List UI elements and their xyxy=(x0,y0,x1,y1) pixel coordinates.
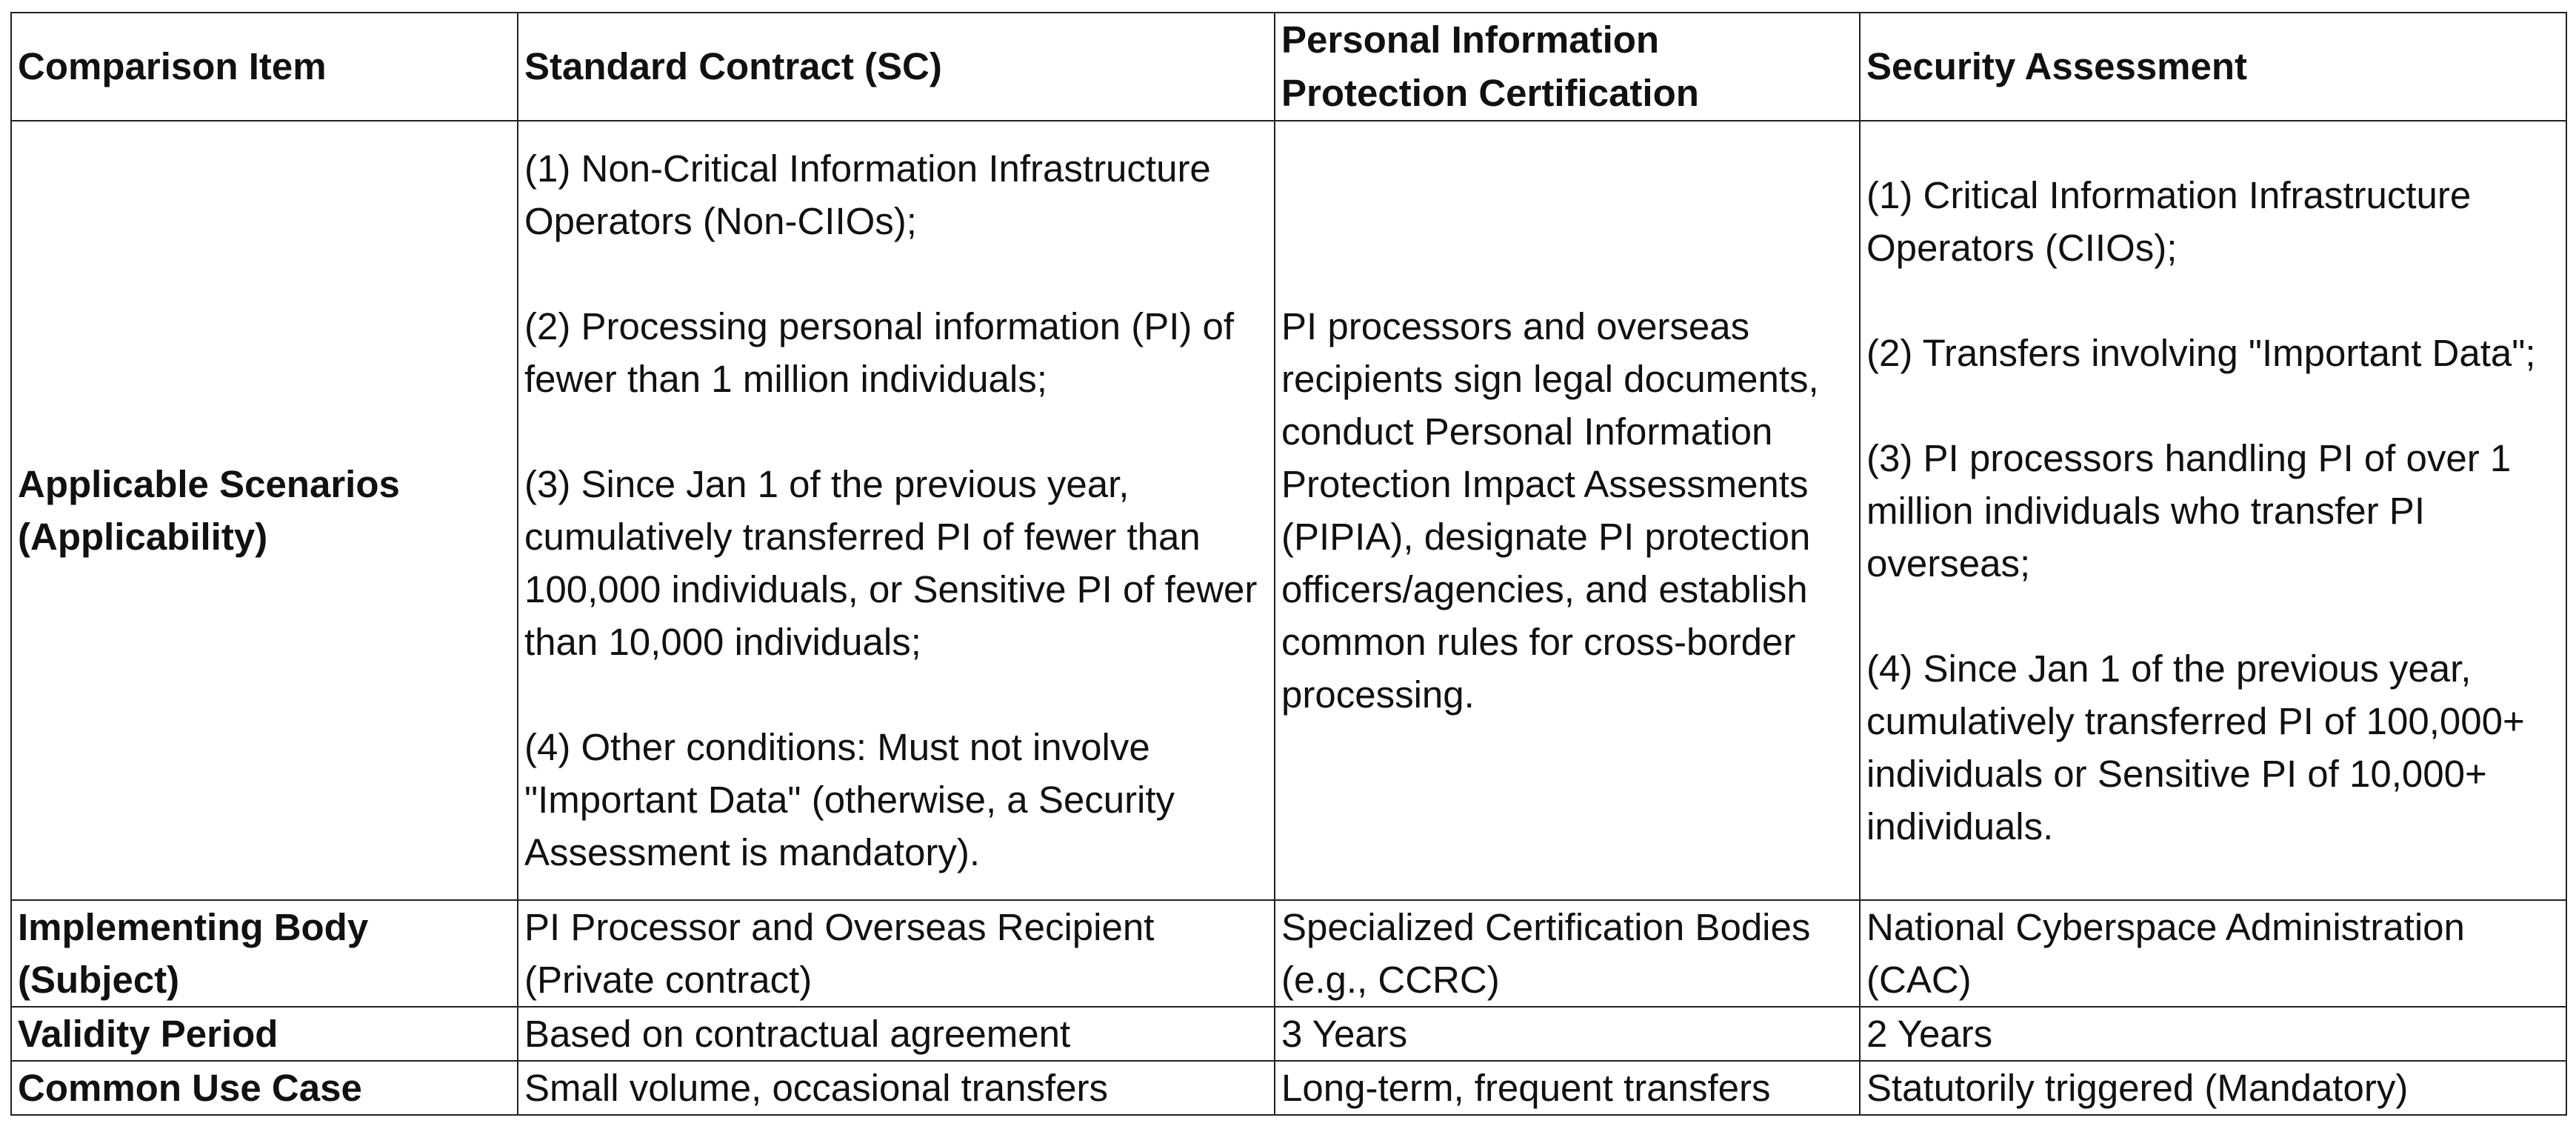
table-row xyxy=(11,121,2566,900)
row-label-implementing-body: Implementing Body (Subject) xyxy=(11,900,518,1007)
table-header-row xyxy=(11,13,2566,121)
sc-condition-1: (1) Non-Critical Information Infrastructure Operators (Non-CIIOs); xyxy=(524,147,1211,242)
cell-cert-scenarios: PI processors and overseas recipients sign legal documents, conduct Personal Information Protection Impact Assessments (PIPIA), designate PI protection officers/agencies, and establish common rules for cross-border processing. xyxy=(1275,121,1860,900)
cell-sc-validity: Based on contractual agreement xyxy=(518,1007,1275,1061)
header-comparison-item: Comparison Item xyxy=(11,13,518,121)
sa-condition-2: (2) Transfers involving "Important Data"; xyxy=(1866,331,2536,374)
cell-sc-use-case: Small volume, occasional transfers xyxy=(518,1061,1275,1115)
header-standard-contract: Standard Contract (SC) xyxy=(518,13,1275,121)
sa-condition-4: (4) Since Jan 1 of the previous year, cumulatively transferred PI of 100,000+ individuals or Sensitive PI of 10,000+ individuals. xyxy=(1866,647,2525,847)
cell-sa-validity: 2 Years xyxy=(1860,1007,2566,1061)
sc-condition-4: (4) Other conditions: Must not involve "Important Data" (otherwise, a Security Assessment is mandatory). xyxy=(524,726,1175,873)
cell-cert-use-case: Long-term, frequent transfers xyxy=(1275,1061,1860,1115)
cell-sc-body: PI Processor and Overseas Recipient (Private contract) xyxy=(518,900,1275,1007)
table-row xyxy=(11,900,2566,1007)
cell-cert-validity: 3 Years xyxy=(1275,1007,1860,1061)
sc-condition-3: (3) Since Jan 1 of the previous year, cumulatively transferred PI of fewer than 100,000 individuals, or Sensitive PI of fewer than 10,000 individuals; xyxy=(524,463,1258,663)
header-pi-certification: Personal Information Protection Certification xyxy=(1275,13,1860,121)
header-security-assessment: Security Assessment xyxy=(1860,13,2566,121)
cell-sa-body: National Cyberspace Administration (CAC) xyxy=(1860,900,2566,1007)
row-label-validity-period: Validity Period xyxy=(11,1007,518,1061)
sa-condition-3: (3) PI processors handling PI of over 1 million individuals who transfer PI overseas; xyxy=(1866,436,2512,585)
sa-condition-1: (1) Critical Information Infrastructure Operators (CIIOs); xyxy=(1866,173,2472,269)
cell-sa-scenarios xyxy=(1860,121,2566,900)
table-row xyxy=(11,1007,2566,1061)
row-label-common-use-case: Common Use Case xyxy=(11,1061,518,1115)
row-label-applicable-scenarios: Applicable Scenarios (Applicability) xyxy=(11,121,518,900)
table-row xyxy=(11,1061,2566,1115)
cell-cert-body: Specialized Certification Bodies (e.g., CCRC) xyxy=(1275,900,1860,1007)
comparison-table xyxy=(10,12,2567,1116)
sc-condition-2: (2) Processing personal information (PI) of fewer than 1 million individuals; xyxy=(524,305,1235,400)
cell-sa-use-case: Statutorily triggered (Mandatory) xyxy=(1860,1061,2566,1115)
cell-sc-scenarios xyxy=(518,121,1275,900)
